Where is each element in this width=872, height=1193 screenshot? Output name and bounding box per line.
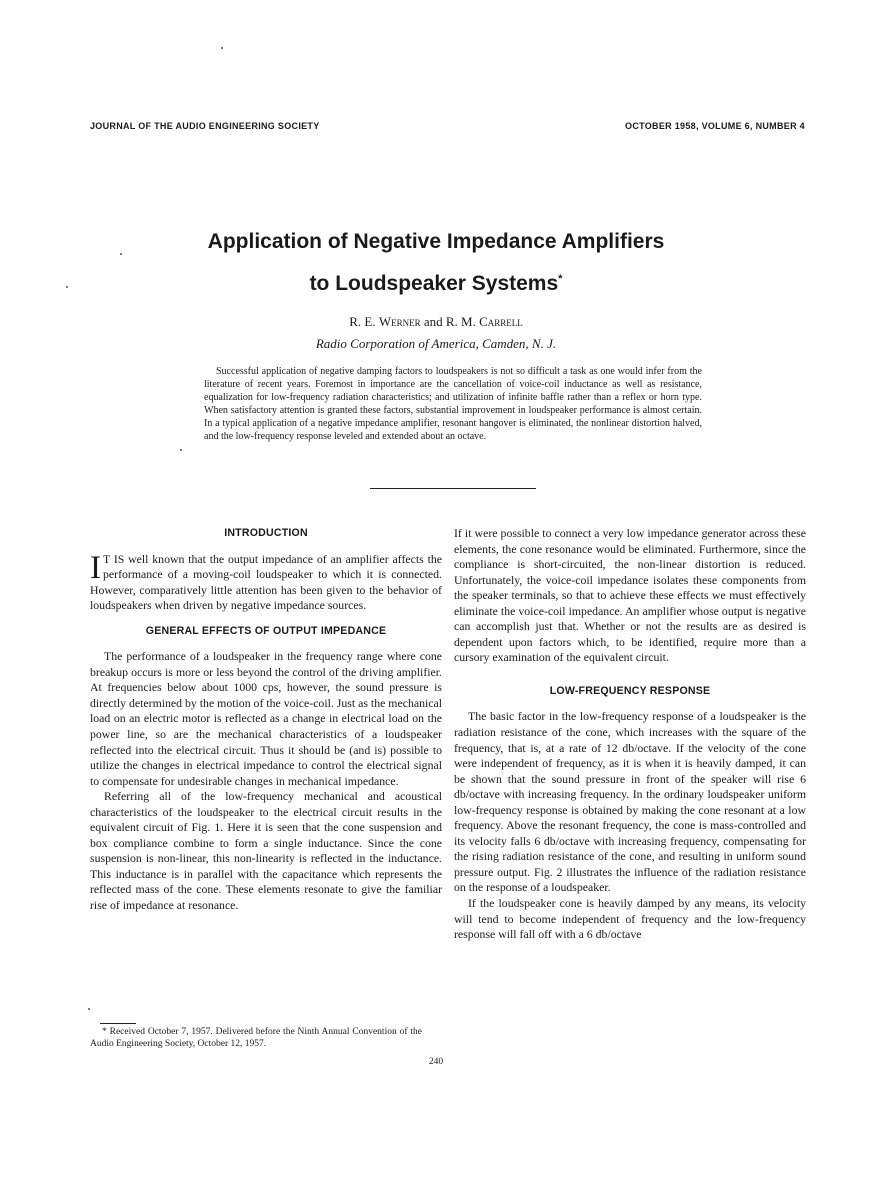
intro-text: T IS well known that the output impedance of an amplifier affects the performance of a moving-coil loudspeaker to which it is connected. However, comparatively little attention has been given to the behavior of loudspeakers when driven by negative impedance sources. bbox=[90, 551, 442, 613]
low-frequency-paragraph-2: If the loudspeaker cone is heavily damped by any means, its velocity will tend to become independent of frequency and the low-frequency response will fall off with a 6 db/octave bbox=[454, 896, 806, 942]
author-2-surname: Carrell bbox=[479, 314, 523, 329]
author-1-surname: Werner bbox=[378, 314, 421, 329]
author-1-initials: R. E. bbox=[349, 314, 379, 329]
intro-paragraph bbox=[90, 549, 442, 614]
footnote-rule bbox=[100, 1023, 136, 1024]
footnote: * Received October 7, 1957. Delivered before the Ninth Annual Convention of the Audio Engineering Society, October 12, 1957. bbox=[90, 1027, 422, 1049]
running-header-journal: JOURNAL OF THE AUDIO ENGINEERING SOCIETY bbox=[90, 121, 320, 131]
affiliation: Radio Corporation of America, Camden, N. J. bbox=[315, 336, 557, 351]
article-title-line-1: Application of Negative Impedance Amplifiers bbox=[207, 230, 665, 253]
section-heading-introduction: INTRODUCTION bbox=[224, 527, 308, 539]
abstract: Successful application of negative damping factors to loudspeakers is not so difficult a task as one would infer from the literature of recent years. Foremost in importance are the cancellation of voice-coil inductance as well as resistance, equalization for low-frequency radiation characteristics; and utilization of infinite baffle rather than a reflex or horn type. When satisfactory attention is granted these factors, substantial improvement in loudspeaker performance is almost certain. In a typical application of a negative impedance amplifier, resonant hangover is eliminated, the nonlinear distortion halved, and the low-frequency response leveled and extended about an octave. bbox=[204, 366, 702, 442]
low-frequency-paragraph-1: The basic factor in the low-frequency response of a loudspeaker is the radiation resistance of the cone, which increases with the square of the frequency, that is, at a rate of 12 db/octave. If the velocity of the cone were independent of frequency, as it is when it is heavily damped, it can be shown that the sound pressure in front of the speaker will rise 6 db/octave with increasing frequency. In the ordinary loudspeaker uniform low-frequency response is obtained by making the cone resonant at a low frequency. Above the resonant frequency, the cone is mass-controlled and its velocity falls 6 db/octave with increasing frequency, compensating for the rising radiation resistance of the cone, and resulting in uniform sound pressure output. Fig. 2 illustrates the influence of the radiation resistance on the response of a loudspeaker. bbox=[454, 709, 806, 895]
section-heading-general-effects: GENERAL EFFECTS OF OUTPUT IMPEDANCE bbox=[145, 624, 387, 637]
drop-cap: I bbox=[90, 549, 101, 586]
section-heading-low-frequency: LOW-FREQUENCY RESPONSE bbox=[549, 684, 711, 697]
section-divider-rule bbox=[370, 488, 536, 489]
title-footnote-mark: * bbox=[558, 273, 563, 285]
running-header-issue: OCTOBER 1958, VOLUME 6, NUMBER 4 bbox=[625, 121, 805, 131]
authors bbox=[0, 314, 872, 330]
right-column-paragraph-1: If it were possible to connect a very low impedance generator across these elements, the cone resonance would be eliminated. Furthermore, since the compliance is short-circuited, the non-linear distortion is reduced. Unfortunately, the voice-coil impedance isolates these components from the speaker terminals, so that to achieve these effects we must effectively eliminate the voice-coil impedance. An amplifier whose output is negative can accomplish just that. Whether or not the results are as desired is dependent upon factors which, to be identified, require more than a cursory examination of the equivalent circuit. bbox=[454, 526, 806, 665]
right-column bbox=[454, 526, 806, 943]
left-column bbox=[90, 526, 442, 914]
scan-speck bbox=[221, 47, 223, 49]
scan-speck bbox=[180, 449, 182, 451]
article-title-text: to Loudspeaker Systems bbox=[309, 272, 559, 295]
page-number: 240 bbox=[428, 1057, 444, 1067]
author-2-initials: R. M. bbox=[445, 314, 480, 329]
authors-conjunction: and bbox=[420, 314, 446, 329]
article-title-line-2 bbox=[0, 272, 872, 296]
general-effects-paragraph-2: Referring all of the low-frequency mechanical and acoustical characteristics of the loudspeaker to the electrical circuit results in the equivalent circuit of Fig. 1. Here it is seen that the cone suspension and box compliance combine to form a single inductance. Since the cone suspension is non-linear, this non-linearity is reflected in the inductance. This inductance is in parallel with the capacitance which represents the reflected mass of the cone. These elements resonate to give the familiar rise of impedance at resonance. bbox=[90, 789, 442, 913]
general-effects-paragraph-1: The performance of a loudspeaker in the frequency range where cone breakup occurs is more or less beyond the control of the driving amplifier. At frequencies below about 1000 cps, however, the sound pressure is directly determined by the motion of the voice-coil. Just as the mechanical load on an electric motor is reflected as a change in electrical load on the power line, so are the mechanical characteristics of a loudspeaker reflected into the electrical circuit. Thus it should be (and is) possible to utilize the changes in electrical impedance to control the electrical signal to compensate for undesirable changes in mechanical impedance. bbox=[90, 649, 442, 788]
scan-speck bbox=[88, 1008, 90, 1010]
